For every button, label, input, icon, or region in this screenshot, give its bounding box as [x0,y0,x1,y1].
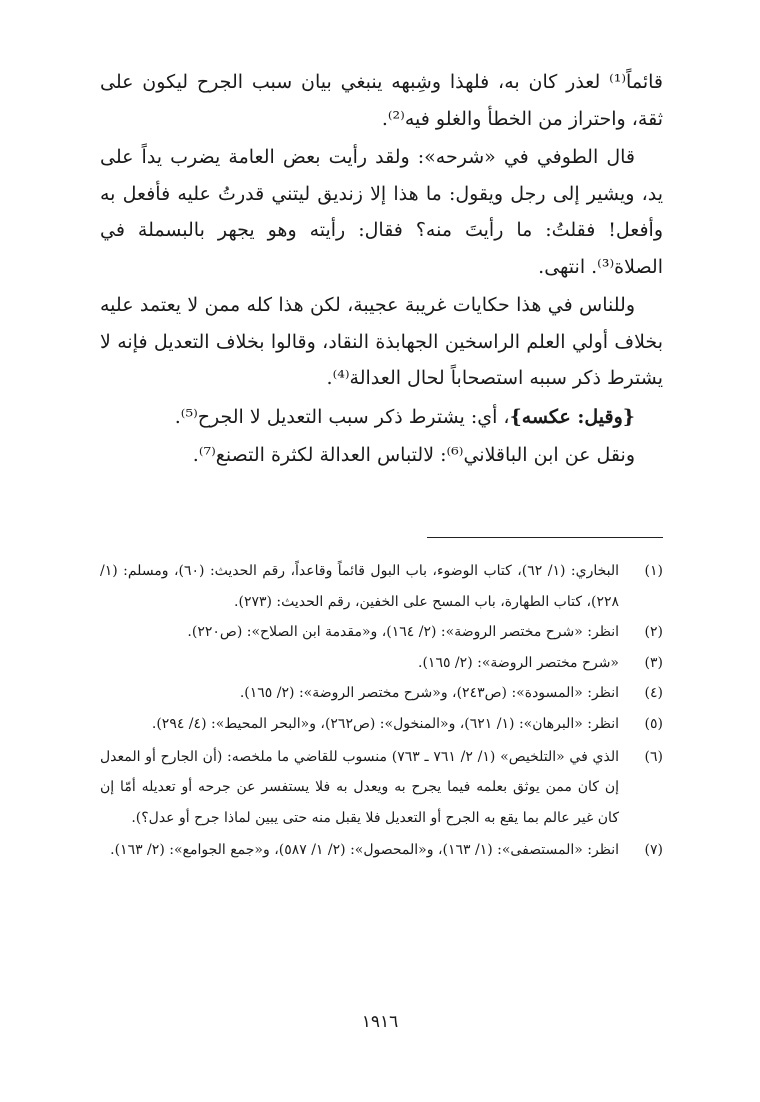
footnote-text: انظر: «البرهان»: (١/ ٦٢١)، و«المنخول»: (ص٢٦٢)، و«البحر المحيط»: (٤/ ٢٩٤). [151,715,619,732]
footnote-6 [100,742,663,834]
footnote-text: الذي في «التلخيص» (١/ ٢/ ٧٦١ ـ ٧٦٣) منسوب للقاضي ما ملخصه: (أن الجارح أو المعدل إن كان ممن يوثق بعلمه فيما يجرح به ويعدل به فلا يستفسر عن جرحه أو تعديله أمّا إن كان غير عالم بما يقع به الجرح أو التعديل فلا يقبل منه حتى يبين لماذا جرح أو عدل؟). [100,748,620,826]
paragraph-3: وللناس في هذا حكايات غريبة عجيبة، لكن هذا كله ممن لا يعتمد عليه بخلاف أولي العلم الراسخين الجهابذة النقاد، وقالوا بخلاف التعديل فإنه لا يشترط ذكر سببه استصحاباً لحال العدالة⁽⁴⁾. [100,294,663,389]
paragraph-1: قائماً⁽¹⁾ لعذر كان به، فلهذا وشِبهه ينبغي بيان سبب الجرح ليكون على ثقة، واحتراز من الخطأ والغلو فيه⁽²⁾. [100,71,663,130]
footnote-number: (٤) [644,685,663,702]
paragraph-2: قال الطوفي في «شرحه»: ولقد رأيت بعض العامة يضرب يداً على يد، ويشير إلى رجل ويقول: ما هذا إلا زنديق ليتني قدرتُ عليه فأفعل به وأفعل! فقلتُ: ما رأيتَ منه؟ فقال: رأيته وهو يجهر بالبسملة في الصلاة⁽³⁾. انتهى. [100,146,663,278]
footnotes [100,556,663,866]
footnote-5 [100,709,663,740]
footnote-text: انظر: «المستصفى»: (١/ ١٦٣)، و«المحصول»: (٢/ ١/ ٥٨٧)، و«جمع الجوامع»: (٢/ ١٦٣). [110,842,619,859]
footnote-number: (٥) [644,715,663,732]
footnote-divider [427,537,663,538]
footnote-1 [100,556,663,617]
quoted-matn: {وقيل: عكسه} [509,405,635,428]
footnote-number: (١) [644,563,663,579]
paragraph-5: ونقل عن ابن الباقلاني⁽⁶⁾: لالتباس العدالة لكثرة التصنع⁽⁷⁾. [192,444,635,466]
main-text [100,64,663,476]
footnote-text: انظر: «المسودة»: (ص٢٤٣)، و«شرح مختصر الروضة»: (٢/ ١٦٥). [239,685,619,702]
footnote-text: البخاري: (١/ ٦٢)، كتاب الوضوء، باب البول قائماً وقاعداً، رقم الحديث: (٦٠)، ومسلم: (١/ ٢٢٨)، كتاب الطهارة، باب المسح على الخفين، رقم الحديث: (٢٧٣). [100,563,620,610]
footnote-text: انظر: «شرح مختصر الروضة»: (٢/ ١٦٤)، و«مقدمة ابن الصلاح»: (ص٢٢٠). [187,624,619,641]
footnote-4 [100,678,663,709]
footnote-2 [100,617,663,648]
footnote-number: (٧) [644,842,663,859]
paragraph-4-rest: ، أي: يشترط ذكر سبب التعديل لا الجرح⁽⁵⁾. [174,405,510,428]
footnote-number: (٢) [644,624,663,641]
footnote-number: (٦) [644,748,663,765]
paragraph-4 [100,399,663,436]
page-number: ١٩١٦ [361,1012,399,1032]
footnote-3 [100,648,663,679]
footnote-7 [100,835,663,866]
footnote-number: (٣) [644,654,663,671]
footnote-text: «شرح مختصر الروضة»: (٢/ ١٦٥). [418,654,619,671]
